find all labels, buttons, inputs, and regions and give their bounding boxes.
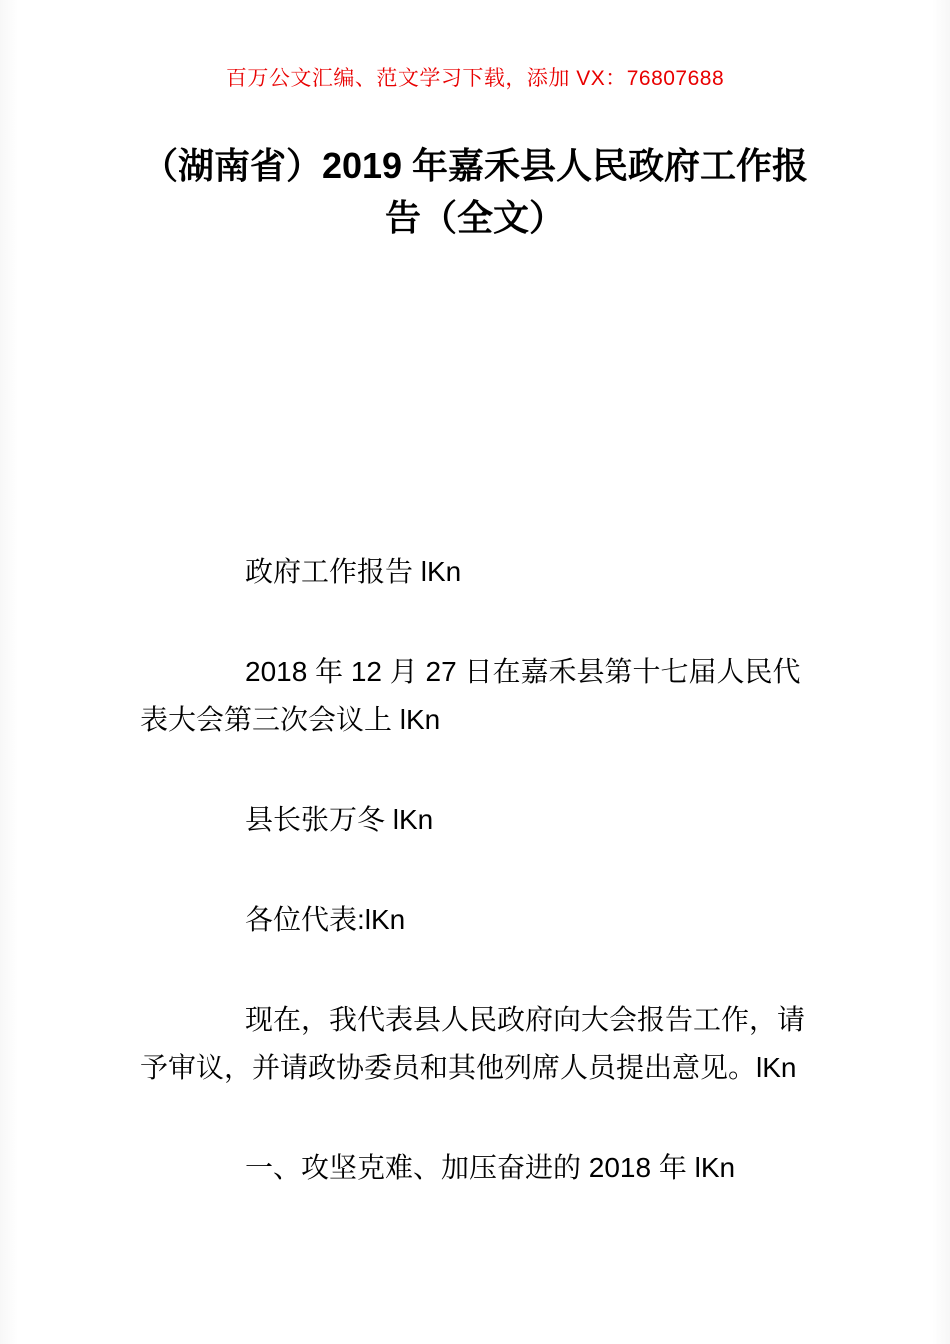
header-notice: 百万公文汇编、范文学习下载，添加 VX：76807688 bbox=[225, 67, 725, 90]
paragraph-section-heading: 一、攻坚克难、加压奋进的 2018 年 lKn bbox=[245, 1152, 736, 1183]
document-body bbox=[0, 548, 950, 1192]
paragraph-meeting-info: 2018 年 12 月 27 日在嘉禾县第十七届人民代表大会第三次会议上 lKn bbox=[140, 656, 801, 735]
document-title: （湖南省）2019 年嘉禾县人民政府工作报告（全文） bbox=[141, 145, 809, 238]
paragraph-intro: 现在，我代表县人民政府向大会报告工作，请予审议，并请政协委员和其他列席人员提出意见。lKn bbox=[140, 1004, 806, 1083]
paragraph-author: 县长张万冬 lKn bbox=[245, 804, 434, 835]
paragraph-salutation: 各位代表:lKn bbox=[245, 904, 406, 935]
title-body-gap bbox=[0, 244, 950, 548]
paragraph-report-label: 政府工作报告 lKn bbox=[245, 556, 462, 587]
